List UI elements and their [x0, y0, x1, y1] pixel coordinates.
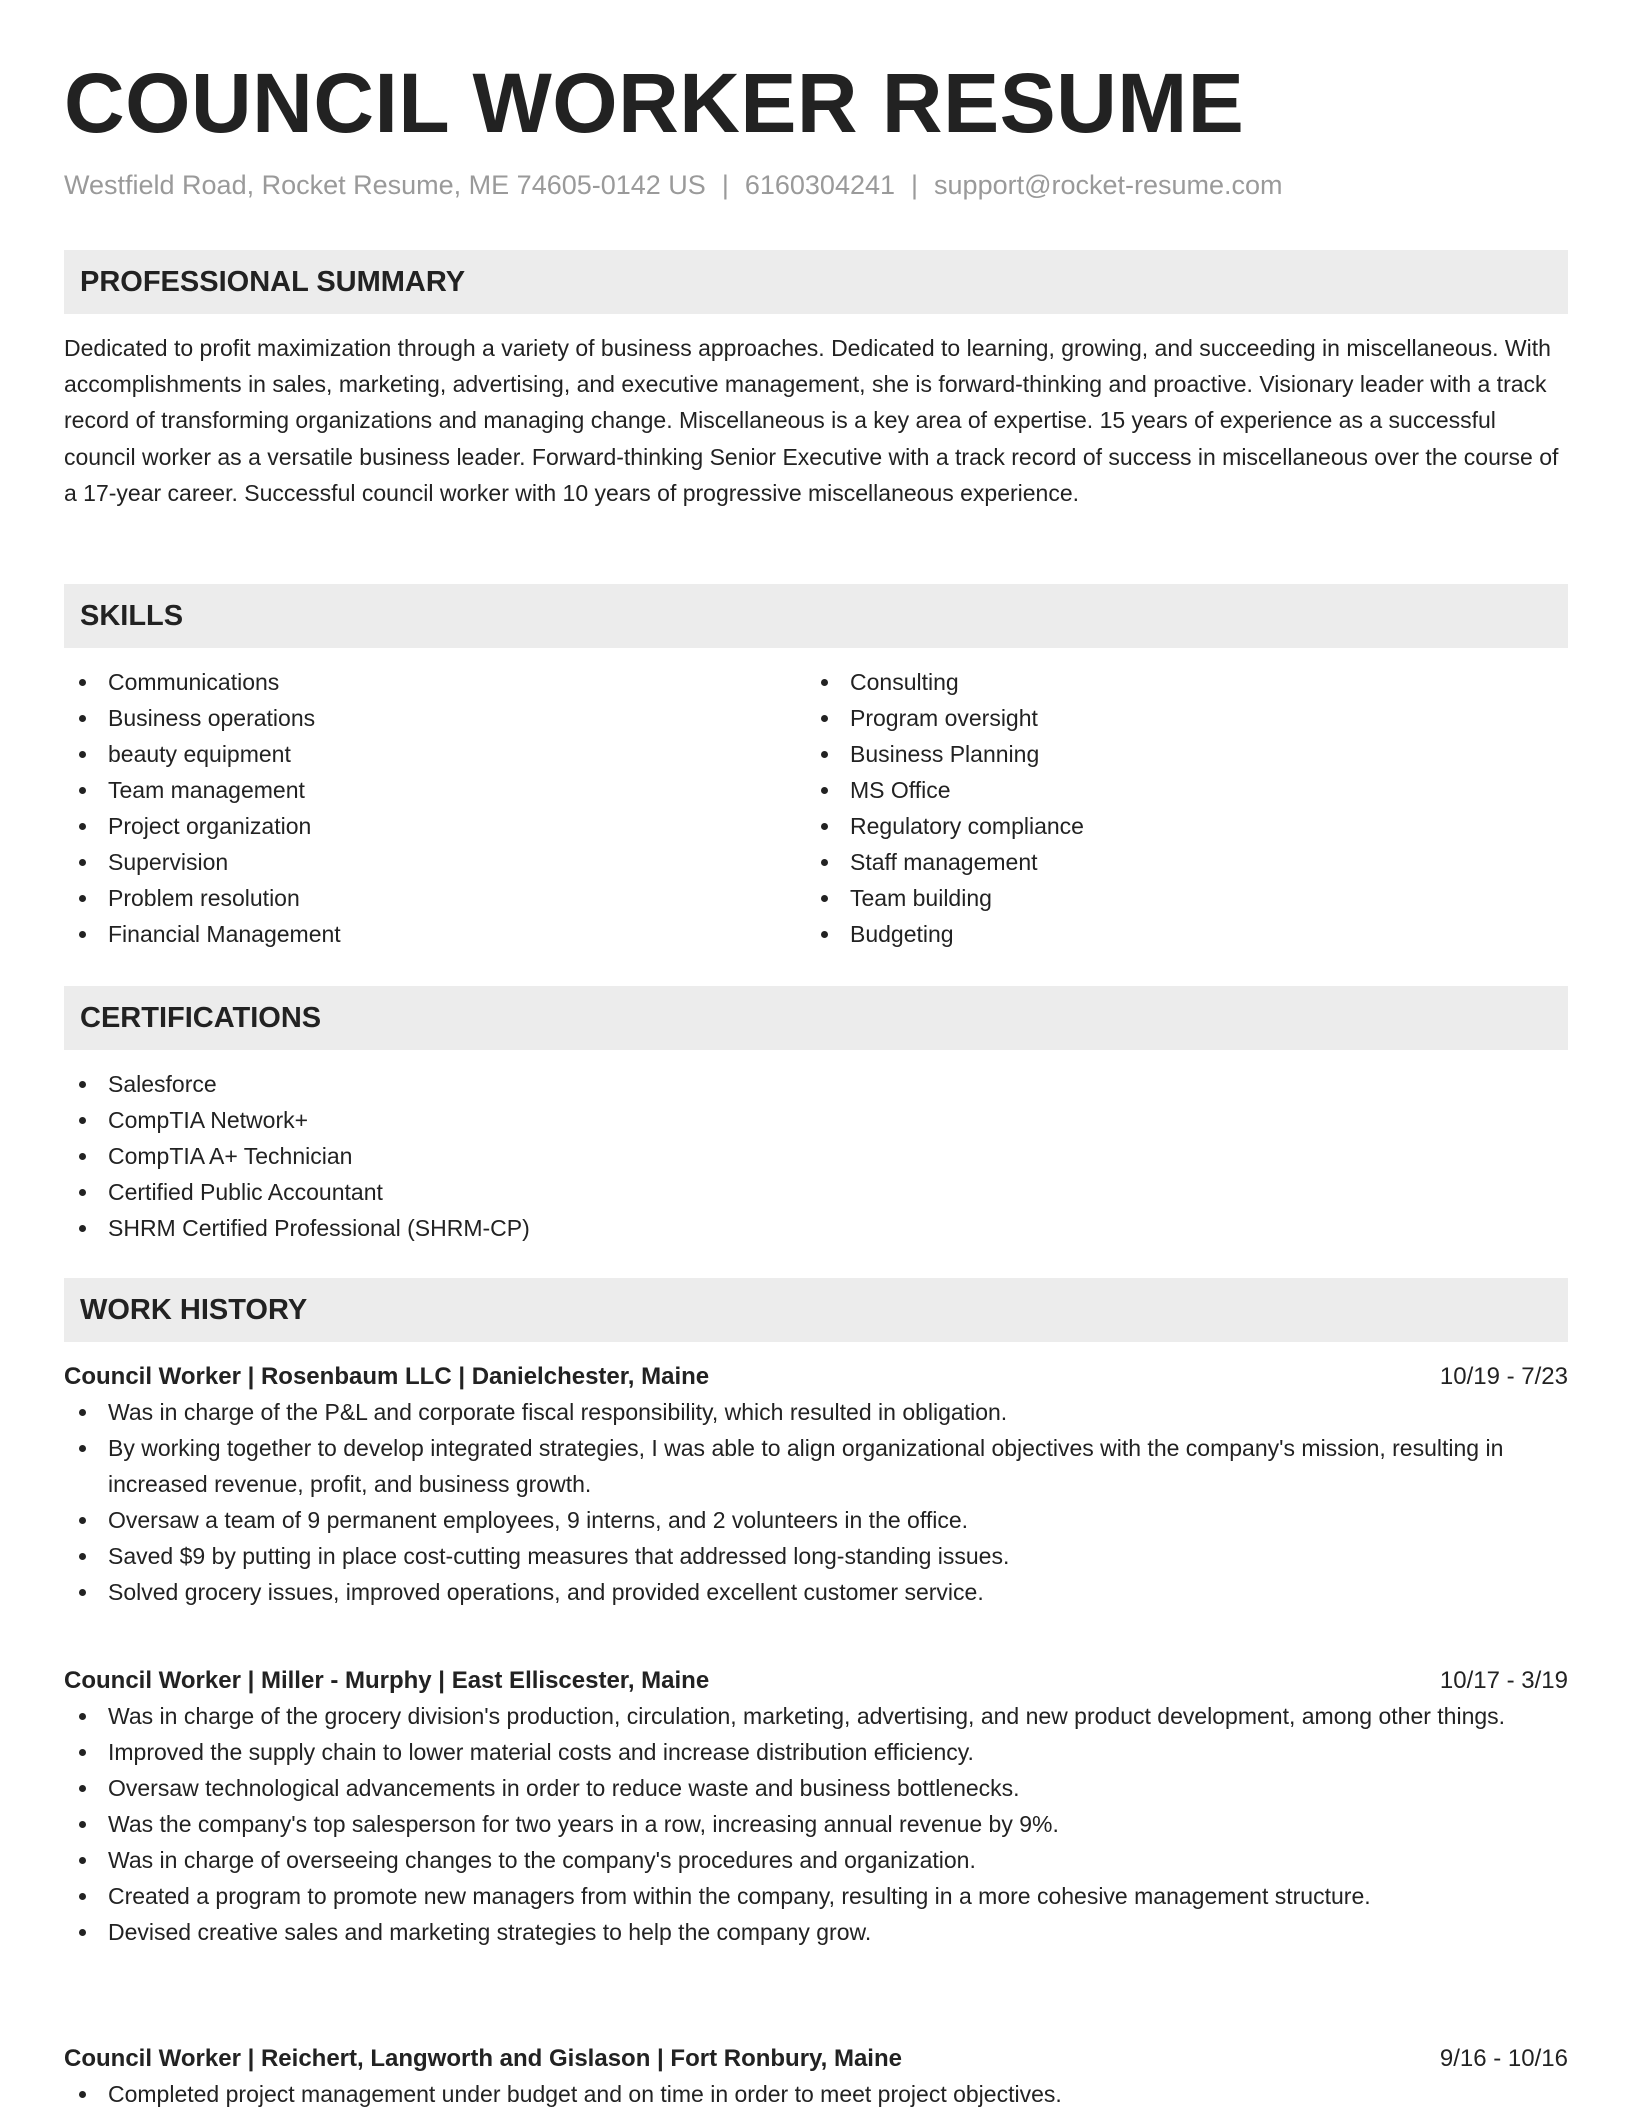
summary-section [64, 250, 1568, 511]
skill-item: Financial Management [64, 916, 806, 952]
job-bullet: Solved grocery issues, improved operations, and provided excellent customer service. [64, 1574, 1568, 1610]
job-bullets [64, 2076, 1568, 2112]
contact-separator: | [721, 170, 729, 200]
work-history-heading: WORK HISTORY [64, 1278, 1568, 1342]
skill-item: Business Planning [806, 736, 1548, 772]
resume-page [64, 0, 1568, 2107]
job-entry [64, 1664, 1568, 1950]
resume-title: COUNCIL WORKER RESUME [64, 56, 1245, 150]
job-title: Council Worker | Miller - Murphy | East Elliscester, Maine [64, 1667, 710, 1694]
contact-separator: | [911, 170, 919, 200]
skills-grid [64, 664, 1568, 952]
contact-email: support@rocket-resume.com [934, 170, 1283, 200]
job-bullet: Was in charge of the P&L and corporate fiscal responsibility, which resulted in obligation. [64, 1394, 1568, 1430]
certification-item: Certified Public Accountant [64, 1174, 1568, 1210]
job-dates: 10/19 - 7/23 [1439, 1363, 1568, 1390]
skill-item: Staff management [806, 844, 1548, 880]
skill-item: beauty equipment [64, 736, 806, 772]
work-history-section [64, 1278, 1568, 1342]
job-bullet: By working together to develop integrated strategies, I was able to align organizational objectives with the company's mission, resulting in increased revenue, profit, and business growth. [64, 1430, 1568, 1502]
job-dates: 10/17 - 3/19 [1439, 1667, 1568, 1694]
summary-heading: PROFESSIONAL SUMMARY [64, 250, 1568, 314]
job-header [64, 1664, 1568, 1698]
skills-heading: SKILLS [64, 584, 1568, 648]
skill-item: Program oversight [806, 700, 1548, 736]
job-header [64, 2042, 1568, 2076]
contact-address: Westfield Road, Rocket Resume, ME 74605-0142 US [64, 170, 706, 200]
skill-item: Supervision [64, 844, 806, 880]
job-bullets [64, 1394, 1568, 1610]
skill-item: Budgeting [806, 916, 1548, 952]
job-title: Council Worker | Reichert, Langworth and Gislason | Fort Ronbury, Maine [64, 2045, 902, 2072]
job-entry [64, 2042, 1568, 2112]
job-bullet: Devised creative sales and marketing strategies to help the company grow. [64, 1914, 1568, 1950]
skill-item: Team building [806, 880, 1548, 916]
skills-list-right [806, 664, 1548, 952]
skill-item: Business operations [64, 700, 806, 736]
certifications-section [64, 986, 1568, 1246]
job-bullet: Improved the supply chain to lower material costs and increase distribution efficiency. [64, 1734, 1568, 1770]
job-title: Council Worker | Rosenbaum LLC | Danielchester, Maine [64, 1363, 710, 1390]
certifications-heading: CERTIFICATIONS [64, 986, 1568, 1050]
job-bullets [64, 1698, 1568, 1950]
job-entry [64, 1360, 1568, 1610]
certification-item: SHRM Certified Professional (SHRM-CP) [64, 1210, 1568, 1246]
skills-list-left [64, 664, 806, 952]
job-header [64, 1360, 1568, 1394]
certification-item: Salesforce [64, 1066, 1568, 1102]
job-bullet: Was in charge of overseeing changes to the company's procedures and organization. [64, 1842, 1568, 1878]
contact-phone: 6160304241 [744, 170, 896, 200]
job-bullet: Was in charge of the grocery division's production, circulation, marketing, advertising, and new product development, among other things. [64, 1698, 1568, 1734]
skill-item: Consulting [806, 664, 1548, 700]
skill-item: Project organization [64, 808, 806, 844]
certification-item: CompTIA Network+ [64, 1102, 1568, 1138]
skills-section [64, 584, 1568, 952]
job-bullet: Completed project management under budget and on time in order to meet project objectives. [64, 2076, 1568, 2112]
skill-item: Communications [64, 664, 806, 700]
skill-item: MS Office [806, 772, 1548, 808]
skill-item: Problem resolution [64, 880, 806, 916]
job-bullet: Oversaw technological advancements in order to reduce waste and business bottlenecks. [64, 1770, 1568, 1806]
job-bullet: Created a program to promote new managers from within the company, resulting in a more cohesive management structure. [64, 1878, 1568, 1914]
certification-item: CompTIA A+ Technician [64, 1138, 1568, 1174]
job-dates: 9/16 - 10/16 [1439, 2045, 1568, 2072]
certifications-list [64, 1066, 1568, 1246]
job-bullet: Oversaw a team of 9 permanent employees, 9 interns, and 2 volunteers in the office. [64, 1502, 1568, 1538]
job-bullet: Saved $9 by putting in place cost-cutting measures that addressed long-standing issues. [64, 1538, 1568, 1574]
job-bullet: Was the company's top salesperson for two years in a row, increasing annual revenue by 9%. [64, 1806, 1568, 1842]
skill-item: Team management [64, 772, 806, 808]
skill-item: Regulatory compliance [806, 808, 1548, 844]
contact-line [64, 168, 1568, 202]
summary-text: Dedicated to profit maximization through a variety of business approaches. Dedicated to learning, growing, and succeeding in miscellaneous. With accomplishments in sales, marketing, advertising, and executive management, she is forward-thinking and proactive. Visionary leader with a track record of transforming organizations and managing change. Miscellaneous is a key area of expertise. 15 years of experience as a successful council worker as a versatile business leader. Forward-thinking Senior Executive with a track record of success in miscellaneous over the course of a 17-year career. Successful council worker with 10 years of progressive miscellaneous experience. [64, 335, 1559, 506]
